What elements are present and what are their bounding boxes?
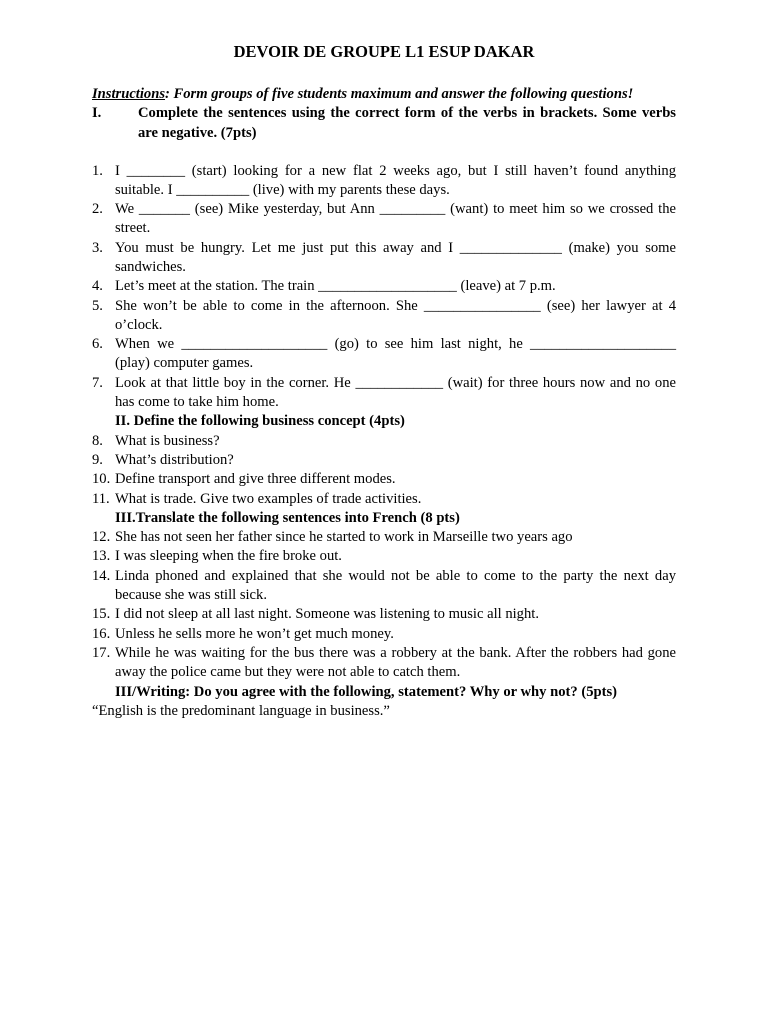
item-text: Look at that little boy in the corner. He ____________ (wait) for three hours now and no one has come to take him home. (115, 374, 676, 411)
list-item (92, 528, 676, 547)
item-number: 1. (92, 162, 103, 179)
item-number: 4. (92, 278, 103, 295)
item-text: You must be hungry. Let me just put this away and I ______________ (make) you some sandwiches. (115, 239, 676, 275)
instructions-label: Instructions (92, 86, 166, 102)
list-item (92, 451, 676, 470)
item-number: 8. (92, 432, 103, 449)
list-item (92, 547, 676, 566)
list-item (92, 297, 676, 336)
section-1-number: I. (92, 105, 102, 121)
document-title: DEVOIR DE GROUPE L1 ESUP DAKAR (233, 42, 535, 61)
writing-statement: “English is the predominant language in business.” (92, 702, 390, 719)
section-2-heading: II. Define the following business concept (4pts) (115, 413, 405, 430)
item-text: I ________ (start) looking for a new flat 2 weeks ago, but I still haven’t found anything suitable. I __________ (live) with my parents these days. (115, 162, 676, 198)
item-number: 3. (92, 239, 103, 256)
item-number: 10. (92, 471, 111, 488)
list-item (92, 567, 676, 606)
list-item (92, 162, 676, 201)
list-item (92, 625, 676, 644)
list-item (92, 239, 676, 278)
section-1-heading (92, 104, 676, 143)
item-number: 13. (92, 548, 111, 565)
item-text: She won’t be able to come in the afternoon. She ________________ (see) her lawyer at 4 o’clock. (115, 297, 676, 333)
item-text: While he was waiting for the bus there was a robbery at the bank. After the robbers had gone away the police came but they were not able to catch them. (115, 644, 676, 681)
list-item (92, 432, 676, 451)
instructions-line (92, 86, 692, 103)
item-number: 11. (92, 490, 110, 507)
question-list (92, 162, 676, 722)
item-number: 12. (92, 529, 111, 546)
item-number: 2. (92, 201, 103, 218)
item-text: I did not sleep at all last night. Someone was listening to music all night. (115, 606, 539, 623)
item-text: We _______ (see) Mike yesterday, but Ann _________ (want) to meet him so we crossed the street. (115, 201, 676, 237)
item-number: 16. (92, 625, 111, 642)
item-number: 14. (92, 567, 111, 584)
list-item (92, 470, 676, 489)
list-item (92, 277, 676, 296)
item-text: When we ____________________ (go) to see him last night, he ____________________ (play) computer games. (115, 336, 676, 372)
item-text: What’s distribution? (115, 451, 234, 468)
item-text: Define transport and give three different modes. (115, 471, 396, 488)
list-item (92, 490, 676, 509)
item-text: What is business? (115, 432, 220, 449)
item-text: Let’s meet at the station. The train ___________________ (leave) at 7 p.m. (115, 278, 556, 295)
item-number: 9. (92, 451, 103, 468)
item-number: 15. (92, 606, 111, 623)
list-item (92, 200, 676, 239)
instructions-text: : Form groups of five students maximum and answer the following questions! (165, 86, 634, 102)
section-1-text: Complete the sentences using the correct form of the verbs in brackets. Some verbs are negative. (7pts) (138, 105, 676, 141)
item-number: 17. (92, 644, 111, 661)
item-number: 6. (92, 336, 103, 353)
list-item (92, 605, 676, 624)
item-text: Linda phoned and explained that she would not be able to come to the party the next day because she was still sick. (115, 567, 676, 604)
item-number: 5. (92, 297, 103, 314)
section-3-heading: III.Translate the following sentences into French (8 pts) (115, 509, 460, 526)
item-number: 7. (92, 374, 103, 391)
item-text: I was sleeping when the fire broke out. (115, 548, 342, 565)
list-item (92, 644, 676, 683)
item-text: She has not seen her father since he started to work in Marseille two years ago (115, 529, 573, 546)
item-text: What is trade. Give two examples of trade activities. (115, 490, 422, 507)
section-4-heading: III/Writing: Do you agree with the following, statement? Why or why not? (5pts) (115, 683, 618, 700)
item-text: Unless he sells more he won’t get much money. (115, 625, 394, 642)
list-item (92, 335, 676, 374)
list-item (92, 374, 676, 413)
